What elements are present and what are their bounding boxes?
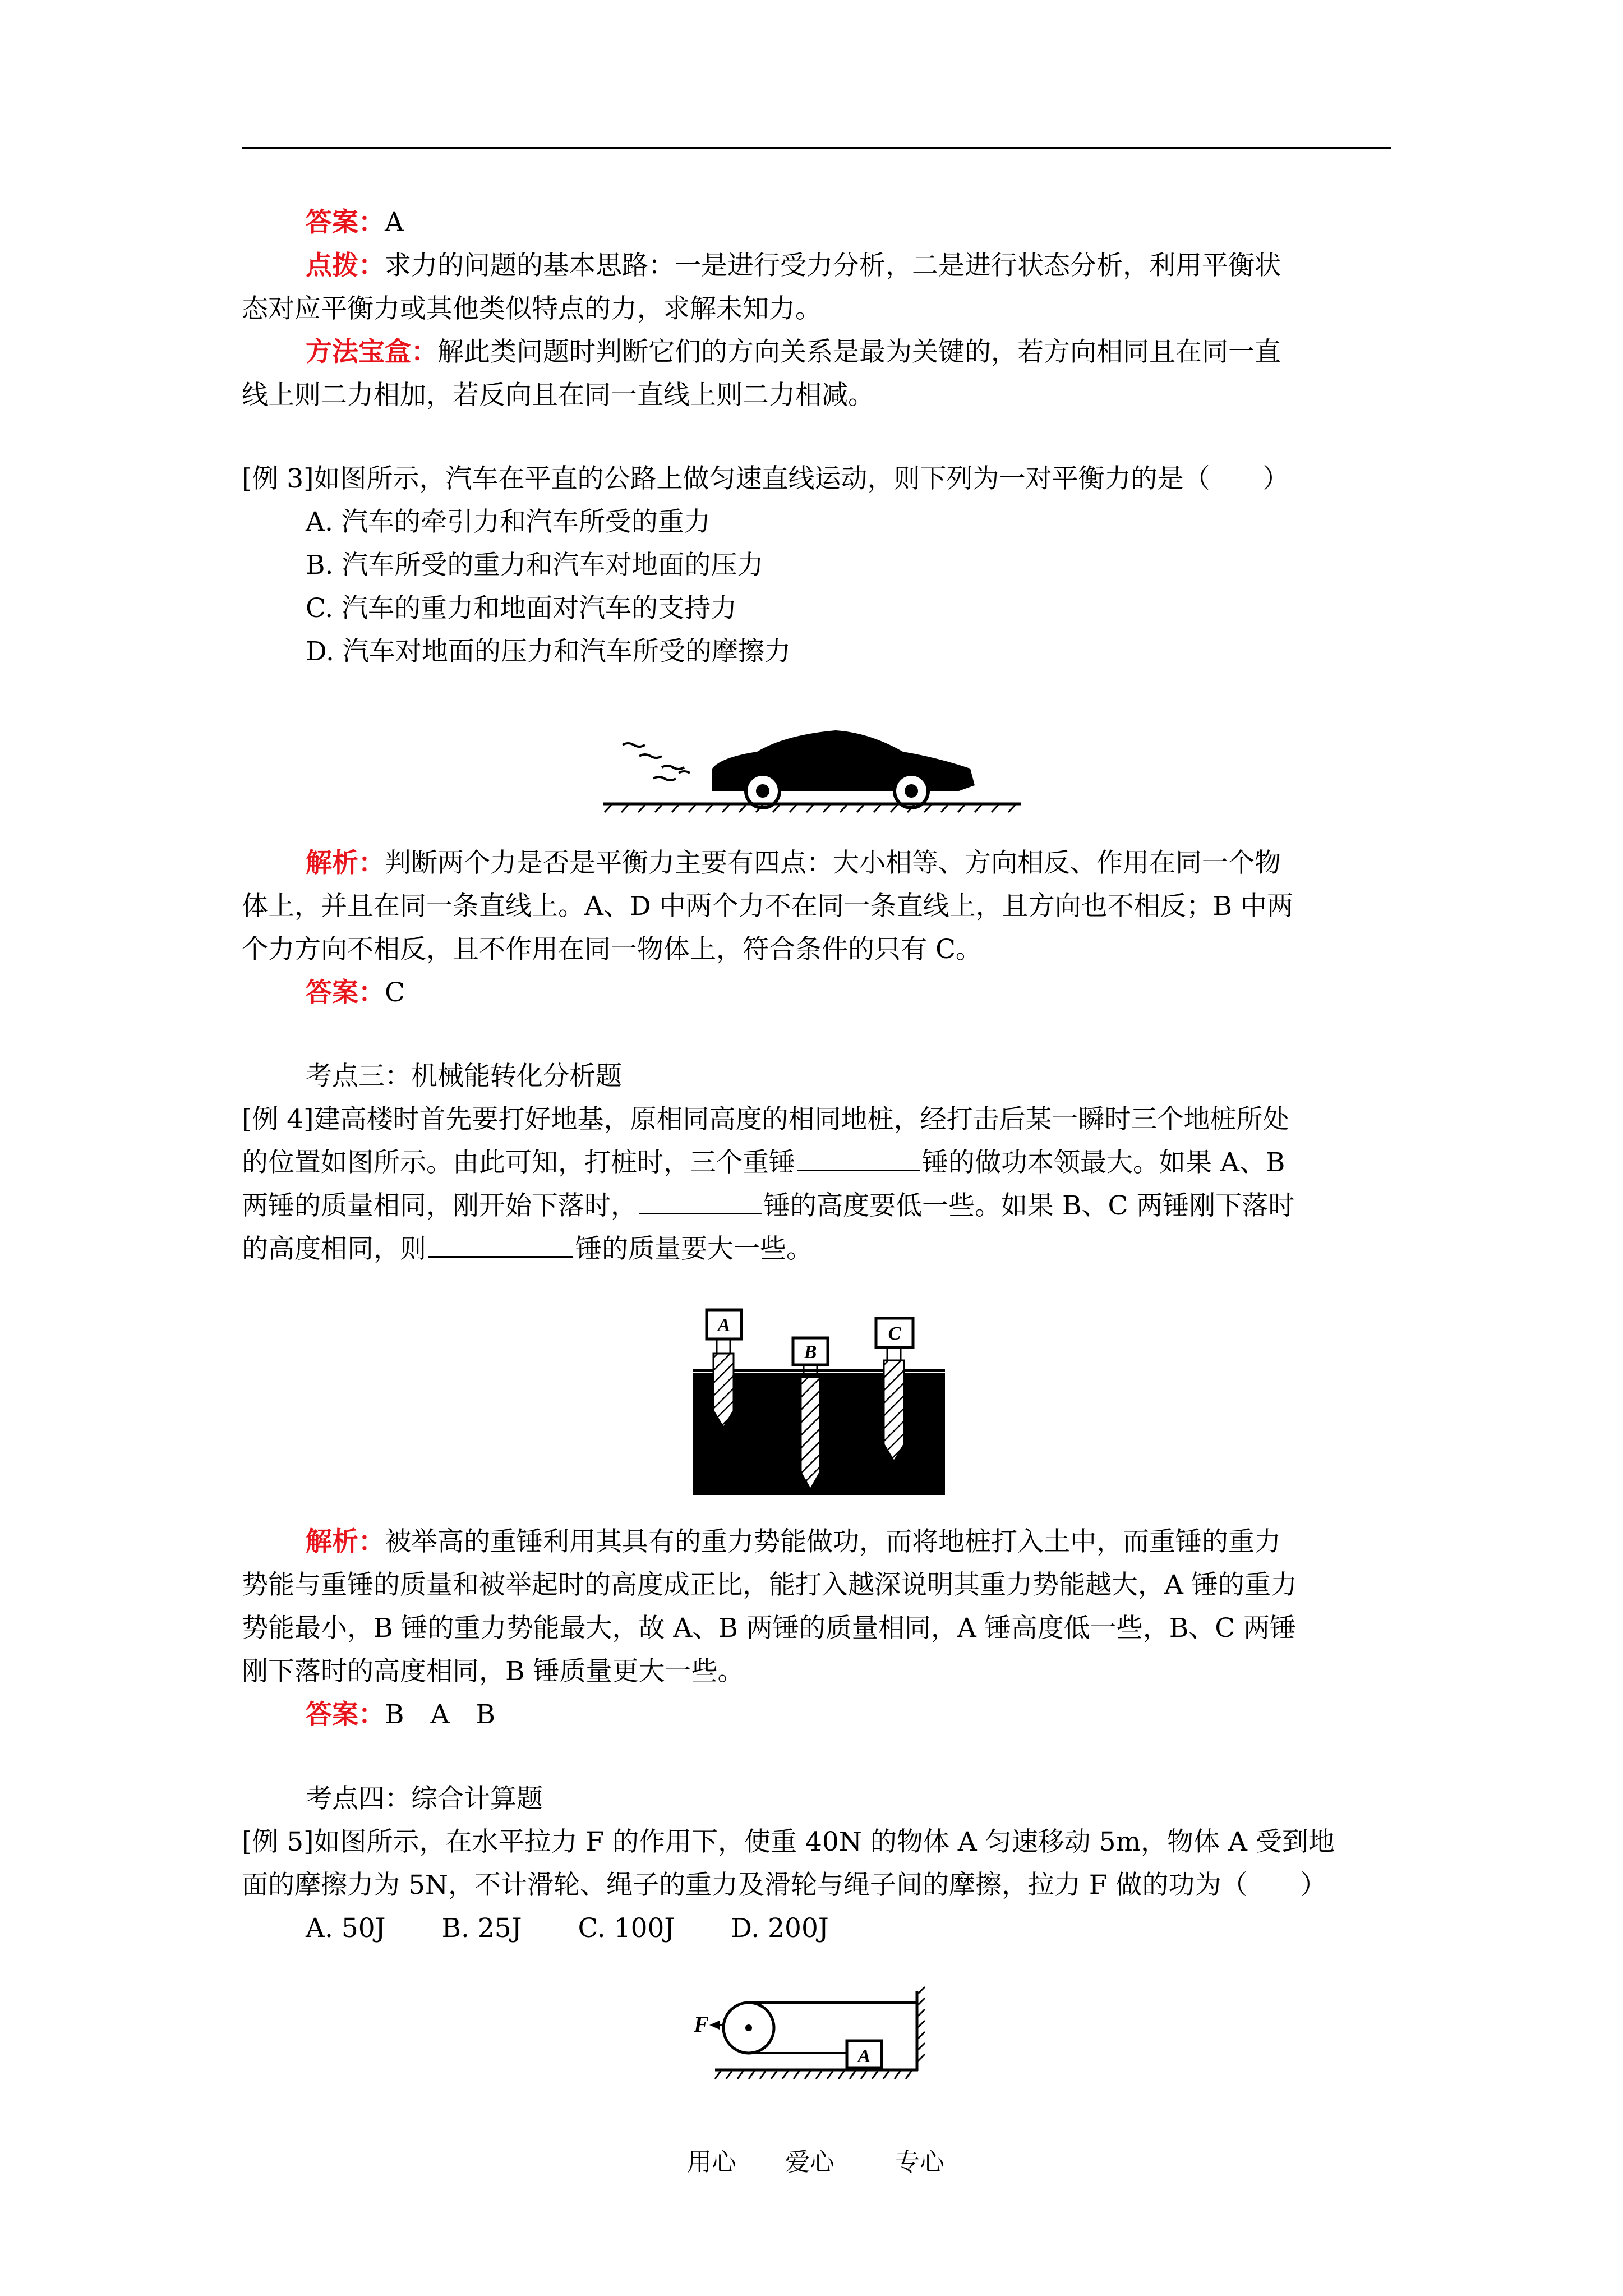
text: 锤的质量要大一些。 [575,1234,813,1264]
road-hatch [605,805,1015,812]
example4-analysis-line-3: 势能最小，B 锤的重力势能最大，故 A、B 两锤的质量相同，A 锤高度低一些，B、C 两锤 [242,1613,1297,1644]
example3-stem: [例 3]如图所示，汽车在平直的公路上做匀速直线运动，则下列为一对平衡力的是（ ） [242,463,1289,494]
example3-analysis-line-3: 个力方向不相反，且不作用在同一物体上，符合条件的只有 C。 [242,934,982,965]
car-figure [600,712,1026,813]
pile-a [713,1354,734,1428]
answer-value: A [385,207,404,238]
analysis-text-1: 被举高的重锤利用其具有的重力势能做功，而将地桩打入土中，而重锤的重力 [385,1526,1281,1557]
answer-value: B A B [385,1699,496,1730]
pulley-figure [687,1986,945,2115]
header-rule [242,147,1391,149]
fill-blank-2[interactable] [639,1185,762,1214]
answer-label: 答案： [306,977,385,1008]
text: 锤的高度要低一些。如果 B、C 两锤刚下落时 [764,1190,1295,1221]
example4-line-1: [例 4]建高楼时首先要打好地基，原相同高度的相同地桩，经打击后某一瞬时三个地桩所处 [242,1104,1289,1135]
pile-c [884,1360,904,1461]
footer-word-3: 专心 [895,2148,944,2177]
example3-option-b: B. 汽车所受的重力和汽车对地面的压力 [306,550,764,581]
method-line-2: 线上则二力相加，若反向且在同一直线上则二力相减。 [242,380,874,411]
speed-lines [623,743,690,780]
answer-line [306,201,1461,244]
hint-label: 点拨： [306,250,385,281]
analysis-label: 解析： [306,848,385,878]
example5-option-c: C. 100J [578,1913,675,1944]
example3-analysis-line-1 [306,841,1461,885]
example4-line-2 [242,1141,1397,1184]
force-f-label: F [694,2012,709,2037]
hint-line-1 [306,244,1461,287]
example5-options [306,1907,1461,1950]
method-label: 方法宝盒： [306,337,437,367]
example4-analysis-line-4: 刚下落时的高度相同，B 锤质量更大一些。 [242,1656,744,1687]
analysis-label: 解析： [306,1526,385,1557]
example4-analysis-line-1 [306,1520,1461,1563]
answer-label: 答案： [306,207,385,238]
text: 的位置如图所示。由此可知，打桩时，三个重锤 [242,1147,795,1178]
example5-option-b: B. 25J [441,1913,522,1944]
keypoint4-title: 考点四：综合计算题 [306,1783,543,1814]
hint-line-2: 态对应平衡力或其他类似特点的力，求解未知力。 [242,293,822,324]
example3-analysis-line-2: 体上，并且在同一条直线上。A、D 中两个力不在同一条直线上，且方向也不相反；B 中两 [242,891,1294,922]
footer-word-2: 爱心 [785,2148,834,2177]
answer-value: C [385,977,405,1008]
example5-option-a: A. 50J [306,1913,386,1944]
hammer-a-label: A [717,1315,731,1336]
hammer-b-label: B [804,1342,817,1363]
method-line-1 [306,330,1461,374]
block-a-label: A [857,2046,871,2067]
pile-figure [690,1304,948,1498]
example5-line-2: 面的摩擦力为 5N，不计滑轮、绳子的重力及滑轮与绳子间的摩擦，拉力 F 做的功为（ ） [242,1870,1327,1901]
example5-line-1: [例 5]如图所示，在水平拉力 F 的作用下，使重 40N 的物体 A 匀速移动 5m，物体 A 受到地 [242,1826,1335,1857]
example4-line-3 [242,1184,1397,1227]
example3-option-a: A. 汽车的牵引力和汽车所受的重力 [306,507,711,537]
text: 的高度相同，则 [242,1234,426,1264]
answer-label: 答案： [306,1699,385,1730]
hint-text-1: 求力的问题的基本思路：一是进行受力分析，二是进行状态分析，利用平衡状 [385,250,1281,281]
wall-hatch [918,1987,925,2061]
text: 两锤的质量相同，刚开始下落时， [242,1190,637,1221]
example4-answer-line [306,1693,1461,1736]
footer-word-1: 用心 [687,2148,736,2177]
example3-option-c: C. 汽车的重力和地面对汽车的支持力 [306,593,737,624]
method-text-1: 解此类问题时判断它们的方向关系是最为关键的，若方向相同且在同一直 [437,337,1281,367]
pile-b [801,1377,820,1489]
example3-answer-line [306,971,1461,1014]
example4-line-4 [242,1227,1397,1271]
analysis-text-1: 判断两个力是否是平衡力主要有四点：大小相等、方向相反、作用在同一个物 [385,848,1281,878]
text: 锤的做功本领最大。如果 A、B [922,1147,1285,1178]
hammer-c-label: C [888,1323,901,1344]
example4-analysis-line-2: 势能与重锤的质量和被举起时的高度成正比，能打入越深说明其重力势能越大，A 锤的重力 [242,1570,1297,1600]
example3-option-d: D. 汽车对地面的压力和汽车所受的摩擦力 [306,636,791,667]
fill-blank-3[interactable] [428,1228,573,1258]
floor-hatch [715,2071,911,2079]
fill-blank-1[interactable] [797,1142,920,1171]
example5-option-d: D. 200J [731,1913,829,1944]
keypoint3-title: 考点三：机械能转化分析题 [306,1061,622,1092]
